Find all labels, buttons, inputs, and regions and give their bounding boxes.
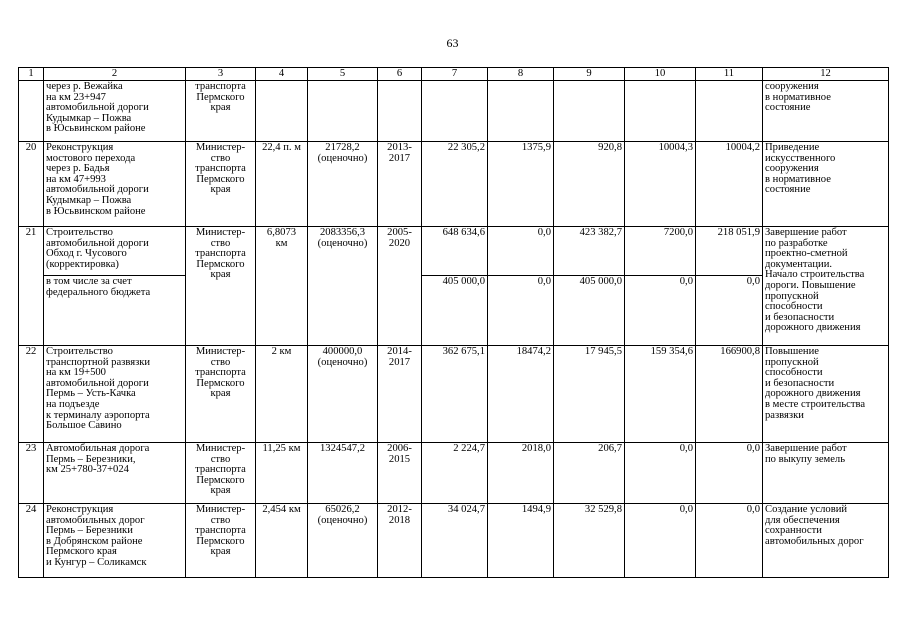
total-value: 2 224,7 [422, 443, 488, 504]
value-col9 [554, 81, 625, 142]
period [378, 81, 422, 142]
expected-result: сооружения в нормативное состояние [763, 81, 889, 142]
expected-result: Повышение пропускной способности и безопасности дорожного движения в месте строительства развязки [763, 346, 889, 443]
value-col11 [696, 81, 763, 142]
period: 2014- 2017 [378, 346, 422, 443]
value-col9: 32 529,8 [554, 504, 625, 578]
sub-value-col8: 0,0 [488, 276, 554, 346]
customer: транспорта Пермского края [186, 81, 256, 142]
row-number: 22 [19, 346, 44, 443]
value-col8: 1494,9 [488, 504, 554, 578]
table-row [19, 346, 889, 443]
value-col9: 206,7 [554, 443, 625, 504]
table-row [19, 81, 889, 142]
value-col9: 920,8 [554, 142, 625, 227]
capacity [256, 81, 308, 142]
value-col10: 7200,0 [625, 227, 696, 276]
period: 2013- 2017 [378, 142, 422, 227]
value-col11: 0,0 [696, 443, 763, 504]
value-col8: 18474,2 [488, 346, 554, 443]
sub-value-col9: 405 000,0 [554, 276, 625, 346]
estimated-cost [308, 81, 378, 142]
header-cell: 10 [625, 68, 696, 81]
value-col8: 1375,9 [488, 142, 554, 227]
customer: Министер- ство транспорта Пермского края [186, 142, 256, 227]
value-col11: 166900,8 [696, 346, 763, 443]
object-name: Реконструкция автомобильных дорог Пермь – Березники в Добрянском районе Пермского края и Кунгур – Соликамск [44, 504, 186, 578]
estimated-cost: 2083356,3 (оценочно) [308, 227, 378, 346]
page-number: 63 [446, 36, 459, 50]
expected-result: Завершение работ по выкупу земель [763, 443, 889, 504]
value-col11: 0,0 [696, 504, 763, 578]
estimated-cost: 1324547,2 [308, 443, 378, 504]
capacity: 6,8073 км [256, 227, 308, 346]
estimated-cost: 65026,2 (оценочно) [308, 504, 378, 578]
value-col10 [625, 81, 696, 142]
row-number [19, 81, 44, 142]
row-number: 21 [19, 227, 44, 346]
header-cell: 6 [378, 68, 422, 81]
value-col9: 17 945,5 [554, 346, 625, 443]
period: 2012- 2018 [378, 504, 422, 578]
period: 2006- 2015 [378, 443, 422, 504]
sub-value-col10: 0,0 [625, 276, 696, 346]
capacity: 2 км [256, 346, 308, 443]
customer: Министер- ство транспорта Пермского края [186, 346, 256, 443]
customer: Министер- ство транспорта Пермского края [186, 443, 256, 504]
object-name: Строительство транспортной развязки на км 19+500 автомобильной дороги Пермь – Усть-Качка на подъезде к терминалу аэропорта Большое Савино [44, 346, 186, 443]
header-cell: 3 [186, 68, 256, 81]
header-cell: 4 [256, 68, 308, 81]
header-cell: 2 [44, 68, 186, 81]
value-col10: 10004,3 [625, 142, 696, 227]
row-number: 24 [19, 504, 44, 578]
table-row [19, 504, 889, 578]
value-col10: 0,0 [625, 504, 696, 578]
header-cell: 12 [763, 68, 889, 81]
capacity: 11,25 км [256, 443, 308, 504]
total-value: 22 305,2 [422, 142, 488, 227]
table-row [19, 227, 889, 276]
object-subname: в том числе за счет федерального бюджета [44, 276, 186, 346]
value-col8: 0,0 [488, 227, 554, 276]
total-value [422, 81, 488, 142]
total-value: 648 634,6 [422, 227, 488, 276]
value-col11: 218 051,9 [696, 227, 763, 276]
object-name: через р. Вежайка на км 23+947 автомобильной дороги Кудымкар – Пожва в Юсьвинском районе [44, 81, 186, 142]
capacity: 2,454 км [256, 504, 308, 578]
sub-value-col11: 0,0 [696, 276, 763, 346]
header-cell: 7 [422, 68, 488, 81]
total-value: 362 675,1 [422, 346, 488, 443]
customer: Министер- ство транспорта Пермского края [186, 504, 256, 578]
object-name: Реконструкция мостового перехода через р. Бадья на км 47+993 автомобильной дороги Кудымкар – Пожва в Юсьвинском районе [44, 142, 186, 227]
table-row [19, 443, 889, 504]
value-col9: 423 382,7 [554, 227, 625, 276]
estimated-cost: 21728,2 (оценочно) [308, 142, 378, 227]
table-subrow [19, 276, 889, 346]
expected-result: Приведение искусственного сооружения в нормативное состояние [763, 142, 889, 227]
total-value: 34 024,7 [422, 504, 488, 578]
value-col10: 0,0 [625, 443, 696, 504]
object-name: Автомобильная дорога Пермь – Березники, км 25+780-37+024 [44, 443, 186, 504]
header-cell: 8 [488, 68, 554, 81]
sub-total-value: 405 000,0 [422, 276, 488, 346]
value-col11: 10004,2 [696, 142, 763, 227]
table-row [19, 142, 889, 227]
header-cell: 5 [308, 68, 378, 81]
row-number: 20 [19, 142, 44, 227]
expected-result: Завершение работ по разработке проектно-сметной документации. Начало строительства дороги. Повышение пропускной способности и безопасности дорожного движения [763, 227, 889, 346]
row-number: 23 [19, 443, 44, 504]
expected-result: Создание условий для обеспечения сохранности автомобильных дорог [763, 504, 889, 578]
value-col10: 159 354,6 [625, 346, 696, 443]
header-row [19, 68, 889, 81]
estimated-cost: 400000,0 (оценочно) [308, 346, 378, 443]
header-cell: 11 [696, 68, 763, 81]
value-col8 [488, 81, 554, 142]
capacity: 22,4 п. м [256, 142, 308, 227]
header-cell: 1 [19, 68, 44, 81]
header-cell: 9 [554, 68, 625, 81]
object-name: Строительство автомобильной дороги Обход г. Чусового (корректировка) [44, 227, 186, 276]
customer: Министер- ство транспорта Пермского края [186, 227, 256, 346]
value-col8: 2018,0 [488, 443, 554, 504]
investment-table [18, 67, 889, 578]
period: 2005- 2020 [378, 227, 422, 346]
